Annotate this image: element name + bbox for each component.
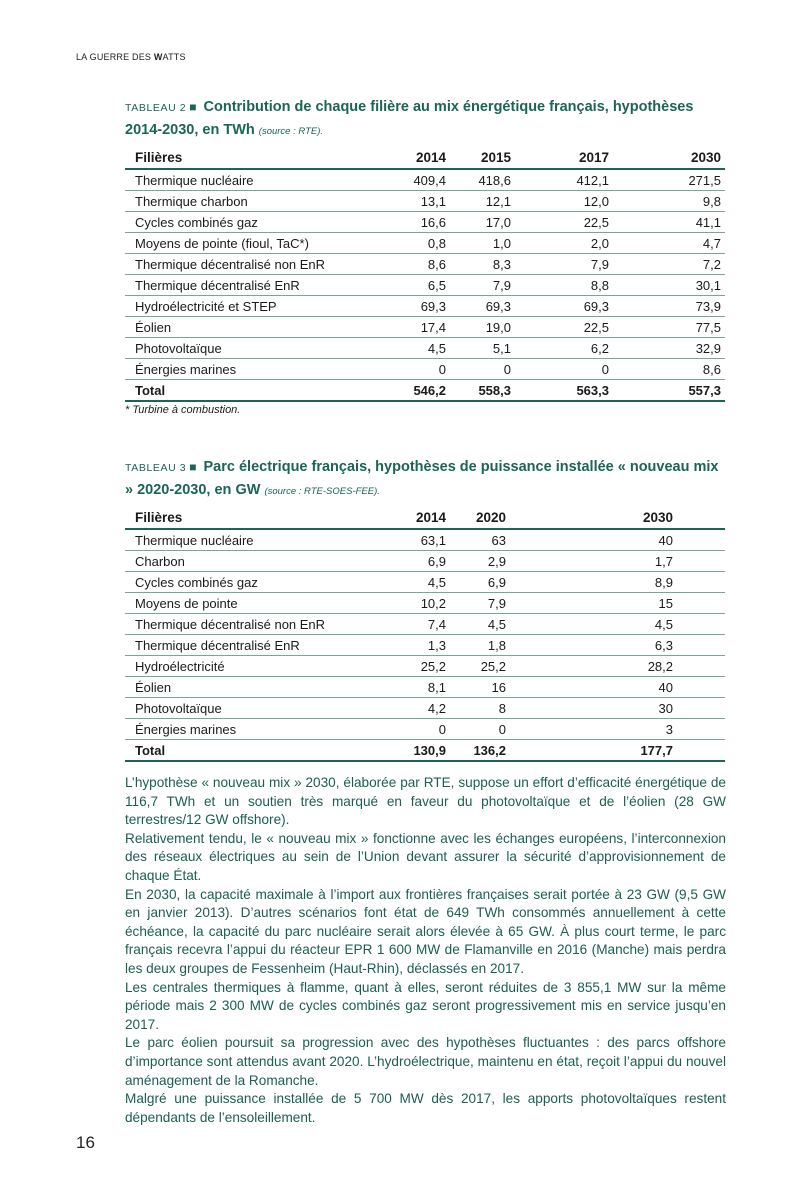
cell-value: 177,7 [562,740,725,762]
row-label: Thermique décentralisé non EnR [125,254,380,275]
table-row [125,296,725,317]
cell-value: 558,3 [450,380,515,402]
cell-value: 19,0 [450,317,515,338]
cell-value: 563,3 [515,380,613,402]
cell-value: 5,1 [450,338,515,359]
cell-value: 7,9 [450,275,515,296]
column-header: Filières [125,146,380,169]
row-label: Charbon [125,551,380,572]
cell-value: 7,2 [613,254,725,275]
cell-value: 8 [450,698,562,719]
table-row [125,635,725,656]
table-row [125,529,725,551]
row-label: Énergies marines [125,359,380,380]
cell-value: 16,6 [380,212,450,233]
row-label: Thermique décentralisé EnR [125,275,380,296]
cell-value: 10,2 [380,593,450,614]
table-row [125,719,725,740]
cell-value: 28,2 [562,656,725,677]
table-row [125,191,725,212]
row-label: Cycles combinés gaz [125,212,380,233]
table2-source: (source : RTE). [258,126,324,137]
row-label: Moyens de pointe (fioul, TaC*) [125,233,380,254]
cell-value: 4,2 [380,698,450,719]
page-number: 16 [76,1133,95,1152]
cell-value: 6,9 [380,551,450,572]
cell-value: 6,2 [515,338,613,359]
cell-value: 12,0 [515,191,613,212]
row-label: Hydroélectricité et STEP [125,296,380,317]
paragraph: En 2030, la capacité maximale à l’import aux frontières françaises serait portée à 23 GW (9,5 GW en janvier 2013). D’autres scénarios font état de 649 TWh consommés annuellement à cette échéance, la capacité du parc nucléaire serait alors élevée à 65 GW. À plus court terme, le parc français recevra l’appui du réacteur EPR 1 600 MW de Flamanville en 2016 (Manche) mais perdra les deux groupes de Fessenheim (Haut-Rhin), déclassés en 2017. [125,886,726,976]
cell-value: 4,5 [380,572,450,593]
row-label: Photovoltaïque [125,338,380,359]
square-bullet-icon: ■ [189,100,197,114]
cell-value: 4,5 [562,614,725,635]
cell-value: 15 [562,593,725,614]
table3-source: (source : RTE-SOES-FEE). [264,486,380,497]
cell-value: 73,9 [613,296,725,317]
row-label: Hydroélectricité [125,656,380,677]
cell-value: 22,5 [515,212,613,233]
cell-value: 418,6 [450,169,515,191]
cell-value: 32,9 [613,338,725,359]
table2-label: TABLEAU 2 [125,102,187,114]
cell-value: 40 [562,529,725,551]
table-row [125,698,725,719]
cell-value: 557,3 [613,380,725,402]
table2-title [125,96,725,143]
cell-value: 0 [380,359,450,380]
paragraph: L’hypothèse « nouveau mix » 2030, élaborée par RTE, suppose un effort d’efficacité énergétique de 116,7 TWh et un soutien très marqué en faveur du photovoltaïque et de l’éolien (28 GW terrestres/12 GW offshore). [125,775,726,828]
cell-value: 69,3 [450,296,515,317]
row-label: Thermique nucléaire [125,169,380,191]
cell-value: 2,9 [450,551,562,572]
cell-value: 7,9 [450,593,562,614]
cell-value: 22,5 [515,317,613,338]
cell-value: 9,8 [613,191,725,212]
body-text [125,774,726,1127]
row-label: Éolien [125,317,380,338]
cell-value: 2,0 [515,233,613,254]
table3-label: TABLEAU 3 [125,462,187,474]
table2-footnote: * Turbine à combustion. [125,404,241,416]
cell-value: 3 [562,719,725,740]
cell-value: 412,1 [515,169,613,191]
cell-value: 1,7 [562,551,725,572]
cell-value: 1,8 [450,635,562,656]
cell-value: 0 [450,719,562,740]
cell-value: 69,3 [380,296,450,317]
row-label: Total [125,380,380,402]
cell-value: 63 [450,529,562,551]
column-header: Filières [125,506,380,529]
cell-value: 6,3 [562,635,725,656]
table-row [125,359,725,380]
cell-value: 8,1 [380,677,450,698]
table-row [125,677,725,698]
table-row [125,233,725,254]
cell-value: 25,2 [380,656,450,677]
table-row [125,614,725,635]
cell-value: 8,6 [380,254,450,275]
cell-value: 4,5 [380,338,450,359]
cell-value: 4,7 [613,233,725,254]
table3-title [125,456,725,503]
cell-value: 77,5 [613,317,725,338]
cell-value: 0 [450,359,515,380]
table-row [125,275,725,296]
row-label: Thermique nucléaire [125,529,380,551]
table2 [125,146,725,402]
table-row [125,169,725,191]
cell-value: 63,1 [380,529,450,551]
cell-value: 69,3 [515,296,613,317]
cell-value: 271,5 [613,169,725,191]
paragraph: Les centrales thermiques à flamme, quant à elles, seront réduites de 3 855,1 MW sur la même période mais 2 300 MW de cycles combinés gaz seront progressivement mis en service jusqu’en 2017. [125,979,726,1032]
running-head-bold: W [153,52,163,62]
cell-value: 130,9 [380,740,450,762]
cell-value: 1,3 [380,635,450,656]
column-header: 2020 [450,506,562,529]
cell-value: 16 [450,677,562,698]
row-label: Photovoltaïque [125,698,380,719]
cell-value: 12,1 [450,191,515,212]
table-row [125,656,725,677]
column-header: 2014 [380,506,450,529]
running-head-suffix: ATTS [162,52,186,62]
column-header: 2014 [380,146,450,169]
cell-value: 4,5 [450,614,562,635]
column-header: 2015 [450,146,515,169]
row-label: Éolien [125,677,380,698]
cell-value: 30,1 [613,275,725,296]
cell-value: 8,3 [450,254,515,275]
cell-value: 409,4 [380,169,450,191]
row-label: Énergies marines [125,719,380,740]
column-header: 2017 [515,146,613,169]
cell-value: 7,4 [380,614,450,635]
table-row [125,317,725,338]
cell-value: 136,2 [450,740,562,762]
cell-value: 25,2 [450,656,562,677]
table-row [125,593,725,614]
cell-value: 0 [380,719,450,740]
cell-value: 8,9 [562,572,725,593]
row-label: Moyens de pointe [125,593,380,614]
column-header: 2030 [562,506,725,529]
cell-value: 546,2 [380,380,450,402]
table-row [125,551,725,572]
table3 [125,506,725,762]
running-head-text: LA GUERRE DES [76,52,154,62]
table-total-row [125,740,725,762]
cell-value: 40 [562,677,725,698]
cell-value: 17,4 [380,317,450,338]
table-row [125,254,725,275]
row-label: Total [125,740,380,762]
cell-value: 17,0 [450,212,515,233]
paragraph: Relativement tendu, le « nouveau mix » fonctionne avec les échanges européens, l’interconnexion des réseaux électriques au sein de l’Union devant assurer la sécurité d’approvisionnement de chaque État. [125,830,726,883]
column-header: 2030 [613,146,725,169]
row-label: Thermique décentralisé EnR [125,635,380,656]
cell-value: 8,8 [515,275,613,296]
row-label: Thermique décentralisé non EnR [125,614,380,635]
cell-value: 6,9 [450,572,562,593]
paragraph: Malgré une puissance installée de 5 700 MW dès 2017, les apports photovoltaïques restent dépendants de l’ensoleillement. [125,1091,726,1125]
cell-value: 6,5 [380,275,450,296]
row-label: Thermique charbon [125,191,380,212]
table-row [125,572,725,593]
table-row [125,338,725,359]
cell-value: 7,9 [515,254,613,275]
table-row [125,212,725,233]
table-total-row [125,380,725,402]
row-label: Cycles combinés gaz [125,572,380,593]
cell-value: 13,1 [380,191,450,212]
running-head [76,52,186,62]
paragraph: Le parc éolien poursuit sa progression avec des hypothèses fluctuantes : des parcs offshore d’importance sont attendus avant 2020. L’hydroélectrique, maintenu en état, reçoit l’appui du nouvel aménagement de la Romanche. [125,1035,726,1088]
table2-title-text: Contribution de chaque filière au mix énergétique français, hypothèses 2014-2030, en TWh [125,99,694,138]
cell-value: 8,6 [613,359,725,380]
cell-value: 30 [562,698,725,719]
cell-value: 0 [515,359,613,380]
cell-value: 41,1 [613,212,725,233]
table3-title-text: Parc électrique français, hypothèses de puissance installée « nouveau mix » 2020-2030, en GW [125,459,719,498]
cell-value: 0,8 [380,233,450,254]
square-bullet-icon: ■ [189,460,197,474]
cell-value: 1,0 [450,233,515,254]
